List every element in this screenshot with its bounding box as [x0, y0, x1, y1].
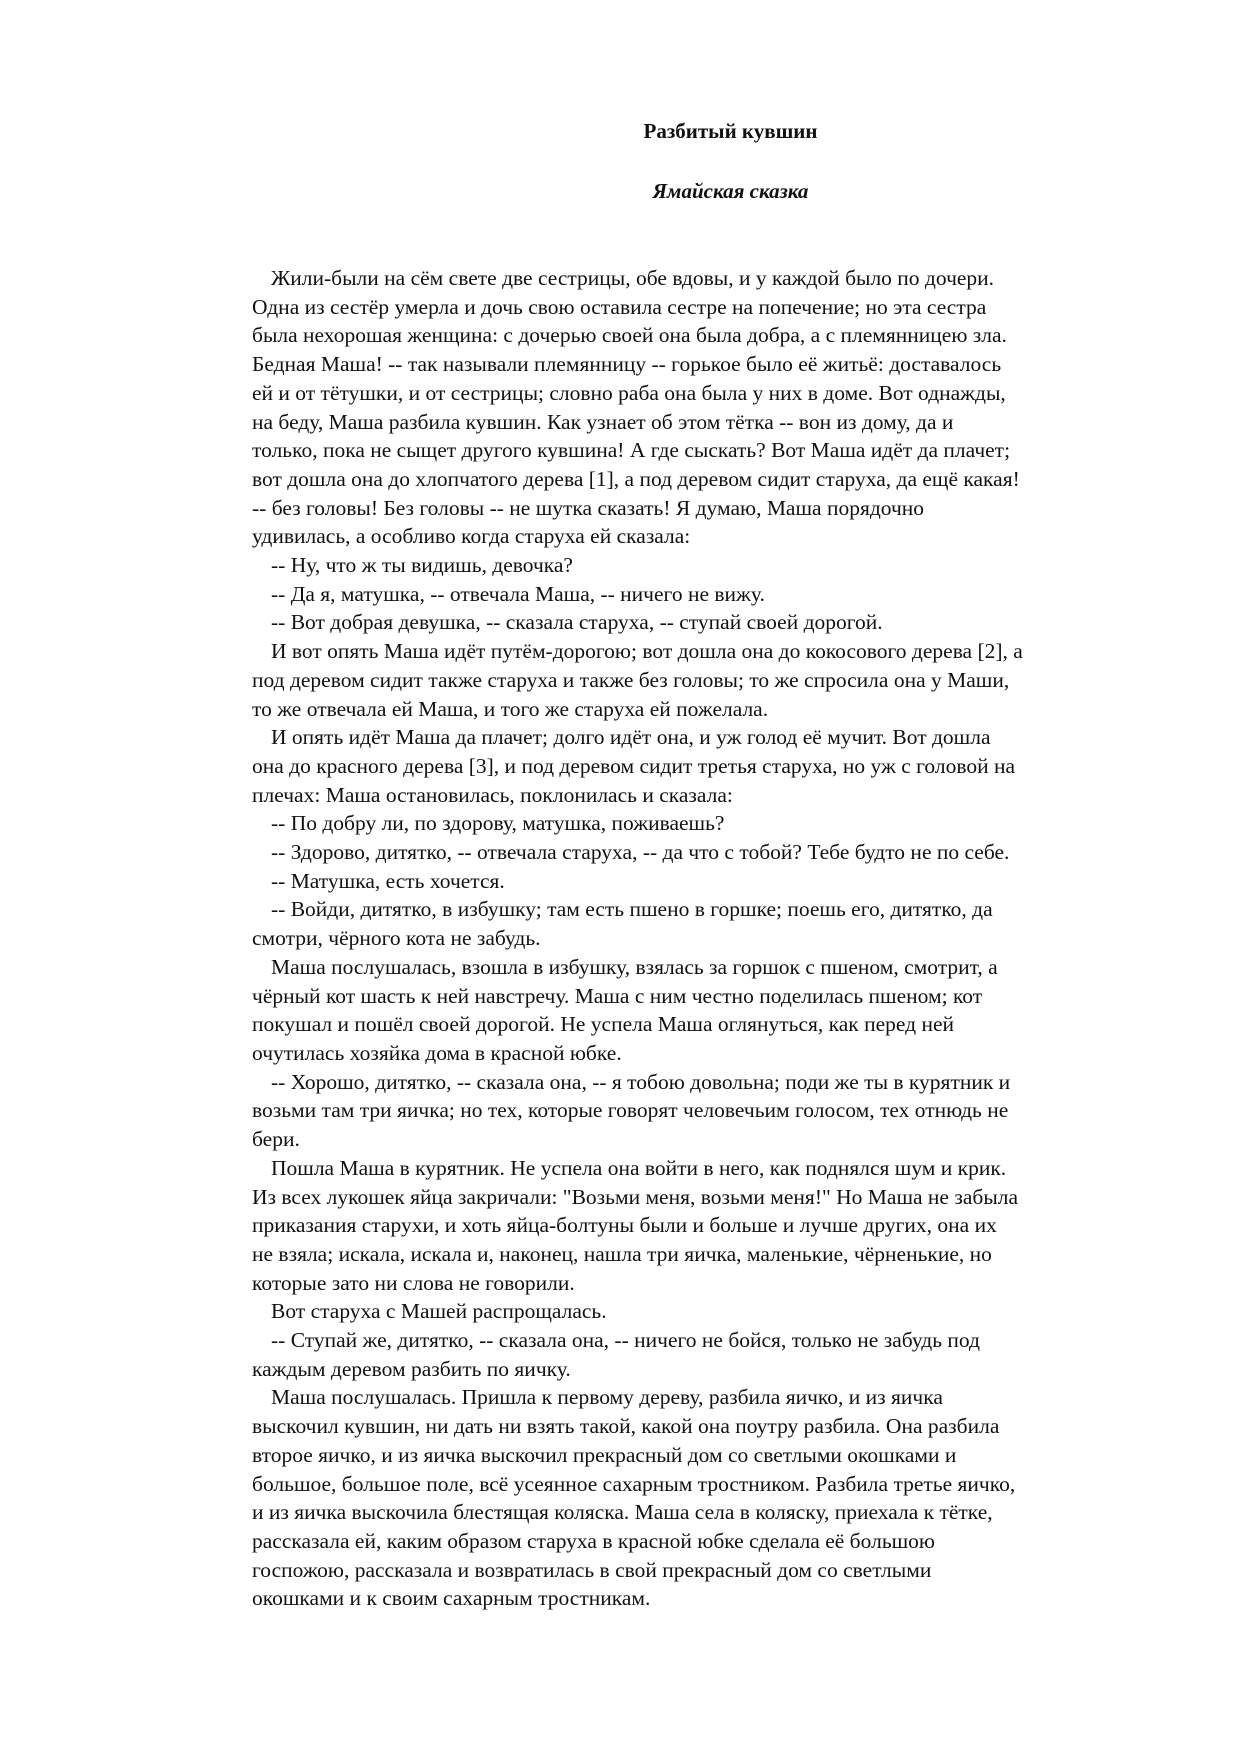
text-line: большое, большое поле, всё усеянное сахарным тростником. Разбила третье яичко,	[252, 1471, 1016, 1496]
text-line: -- Хорошо, дитятко, -- сказала она, -- я тобою довольна; поди же ты в курятник и	[271, 1069, 1011, 1094]
text-line: и из яичка выскочила блестящая коляска. Маша села в коляску, приехала к тётке,	[252, 1500, 993, 1525]
text-line: Из всех лукошек яйца закричали: "Возьми меня, возьми меня!" Но Маша не забыла	[252, 1184, 1019, 1209]
text-line: под деревом сидит также старуха и также без головы; то же спросила она у Маши,	[252, 667, 1010, 692]
text-line: она до красного дерева [3], и под деревом сидит третья старуха, но уж с головой на	[252, 753, 1016, 778]
text-line: бери.	[252, 1127, 300, 1152]
text-line: только, пока не сыщет другого кувшина! А где сыскать? Вот Маша идёт да плачет;	[252, 438, 1011, 463]
text-line: -- Вот добрая девушка, -- сказала старуха, -- ступай своей дорогой.	[271, 610, 883, 635]
text-line: чёрный кот шасть к ней навстречу. Маша с ним честно поделилась пшеном; кот	[252, 983, 983, 1008]
text-line: покушал и пошёл своей дорогой. Не успела Маша оглянуться, как перед ней	[252, 1012, 955, 1037]
text-line: И опять идёт Маша да плачет; долго идёт она, и уж голод её мучит. Вот дошла	[271, 725, 991, 750]
text-line: смотри, чёрного кота не забудь.	[252, 926, 541, 951]
text-line: -- Войди, дитятко, в избушку; там есть пшено в горшке; поешь его, дитятко, да	[271, 897, 993, 922]
text-line: рассказала ей, каким образом старуха в красной юбке сделала её большою	[252, 1528, 935, 1553]
text-line: очутилась хозяйка дома в красной юбке.	[252, 1040, 622, 1065]
text-line: -- без головы! Без головы -- не шутка сказать! Я думаю, Маша порядочно	[252, 495, 925, 520]
text-line: удивилась, а особливо когда старуха ей сказала:	[252, 524, 691, 549]
text-line: -- Ступай же, дитятко, -- сказала она, -- ничего не бойся, только не забудь под	[271, 1328, 980, 1353]
text-line: Бедная Маша! -- так называли племянницу -- горькое было её житьё: доставалось	[252, 352, 1002, 377]
text-line: -- Ну, что ж ты видишь, девочка?	[271, 553, 573, 578]
document-subtitle: Ямайская сказка	[652, 179, 809, 203]
text-line: И вот опять Маша идёт путём-дорогою; вот дошла она до кокосового дерева [2], а	[271, 639, 1023, 664]
text-line: второе яичко, и из яичка выскочил прекрасный дом со светлыми окошками и	[252, 1442, 957, 1467]
text-line: -- По добру ли, по здорову, матушка, поживаешь?	[271, 811, 725, 836]
text-line: Жили-были на сём свете две сестрицы, обе вдовы, и у каждой было по дочери.	[271, 266, 995, 290]
text-line: окошками и к своим сахарным тростникам.	[252, 1586, 651, 1611]
text-line: не взяла; искала, искала и, наконец, нашла три яичка, маленькие, чёрненькие, но	[252, 1241, 992, 1266]
text-line: Пошла Маша в курятник. Не успела она войти в него, как поднялся шум и крик.	[271, 1155, 1007, 1180]
text-line: вот дошла она до хлопчатого дерева [1], а под деревом сидит старуха, да ещё какая!	[252, 466, 1020, 491]
text-line: Маша послушалась, взошла в избушку, взялась за горшок с пшеном, смотрит, а	[271, 954, 998, 979]
story-body	[252, 264, 1162, 1613]
text-line: Одна из сестёр умерла и дочь свою оставила сестре на попечение; но эта сестра	[252, 294, 987, 319]
text-line: -- Матушка, есть хочется.	[271, 868, 505, 893]
document-title: Разбитый кувшин	[643, 119, 818, 143]
text-line: была нехорошая женщина: с дочерью своей она была добра, а с племянницею зла.	[252, 323, 1007, 348]
text-line: госпожою, рассказала и возвратилась в свой прекрасный дом со светлыми	[252, 1557, 932, 1582]
text-line: на беду, Маша разбила кувшин. Как узнает об этом тётка -- вон из дому, да и	[252, 409, 954, 434]
text-line: приказания старухи, и хоть яйца-болтуны были и больше и лучше других, она их	[252, 1213, 997, 1238]
text-line: каждым деревом разбить по яичку.	[252, 1356, 571, 1381]
text-line: -- Да я, матушка, -- отвечала Маша, -- ничего не вижу.	[271, 581, 765, 606]
text-line: которые зато ни слова не говорили.	[252, 1270, 575, 1295]
text-line: выскочил кувшин, ни дать ни взять такой, какой она поутру разбила. Она разбила	[252, 1414, 1000, 1439]
text-line: возьми там три яичка; но тех, которые говорят человечьим голосом, тех отнюдь не	[252, 1098, 1009, 1123]
text-line: -- Здорово, дитятко, -- отвечала старуха, -- да что с тобой? Тебе будто не по себе.	[271, 840, 1010, 865]
text-line: плечах: Маша остановилась, поклонилась и сказала:	[252, 782, 733, 807]
text-line: Вот старуха с Машей распрощалась.	[271, 1299, 607, 1324]
text-line: ей и от тётушки, и от сестрицы; словно раба она была у них в доме. Вот однажды,	[252, 380, 1006, 405]
text-line: то же отвечала ей Маша, и того же старуха ей пожелала.	[252, 696, 769, 721]
text-line: Маша послушалась. Пришла к первому дереву, разбила яичко, и из яичка	[271, 1385, 943, 1410]
